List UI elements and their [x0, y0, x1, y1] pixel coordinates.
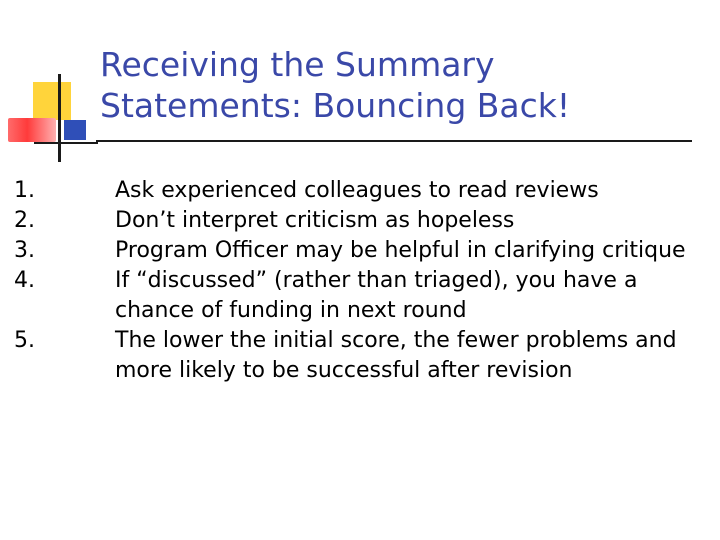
list-item-text: Program Officer may be helpful in clarifying critique	[115, 238, 686, 263]
logo-red-bar	[8, 118, 56, 142]
logo-yellow-square	[33, 82, 71, 120]
list-item-number: 4.	[14, 268, 35, 293]
list-item-number: 1.	[14, 178, 35, 203]
list-item-text: Ask experienced colleagues to read reviews	[115, 178, 599, 203]
list-item-number: 2.	[14, 208, 35, 233]
logo-blue-square	[64, 120, 86, 140]
list-item-text: If “discussed” (rather than triaged), you have a chance of funding in next round	[115, 268, 638, 323]
list-item	[14, 326, 704, 386]
list-item	[14, 176, 704, 206]
corner-logo-icon	[0, 0, 110, 170]
list-item-text: Don’t interpret criticism as hopeless	[115, 208, 515, 233]
list-item-number: 3.	[14, 238, 35, 263]
numbered-list	[14, 176, 704, 386]
logo-horizontal-line	[34, 142, 98, 144]
list-item	[14, 266, 704, 326]
logo-vertical-line	[58, 74, 61, 162]
list-item	[14, 206, 704, 236]
list-item-text: The lower the initial score, the fewer problems and more likely to be successful after revision	[115, 328, 677, 383]
title-divider	[96, 140, 692, 142]
slide-title: Receiving the Summary Statements: Bouncing Back!	[100, 45, 571, 125]
list-item	[14, 236, 704, 266]
list-item-number: 5.	[14, 328, 35, 353]
